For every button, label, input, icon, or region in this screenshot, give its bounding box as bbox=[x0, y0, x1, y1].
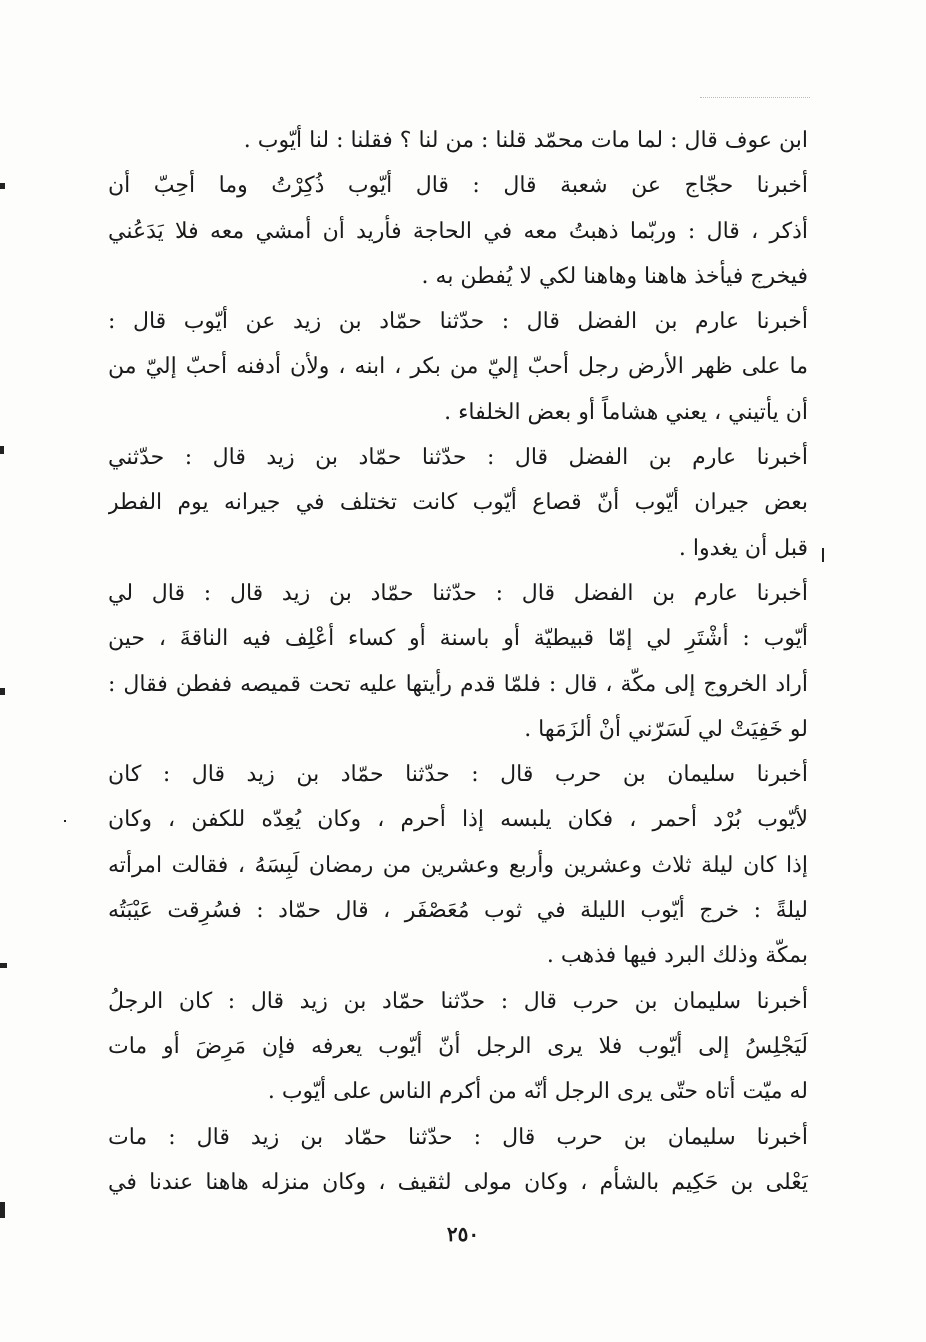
text-line: أن يأتيني ، يعني هشاماً أو بعض الخلفاء . bbox=[444, 399, 808, 425]
margin-mark bbox=[0, 1202, 5, 1218]
text-line: أخبرنا عارم بن الفضل قال : حدّثنا حمّاد بن زيد عن أيّوب قال : bbox=[108, 309, 808, 335]
text-line: أيّوب : أشْتَرِ لي إمّا قبيطيّة أو باسنة أو كساء أعْلِف فيه الناقةَ ، حين bbox=[108, 626, 808, 652]
paragraph bbox=[108, 299, 808, 435]
header-rule bbox=[700, 97, 810, 98]
text-line: له ميّت أتاه حتّى يرى الرجل أنّه من أكرم الناس على أيّوب . bbox=[267, 1079, 808, 1105]
paragraph bbox=[108, 571, 808, 752]
text-line: إذا كان ليلة ثلاث وعشرين وأربع وعشرين من رمضان لَبِسَهُ ، فقالت امرأته bbox=[108, 852, 808, 878]
text-line: ليلةً : خرج أيّوب الليلة في ثوب مُعَصْفَر ، قال حمّاد : فسُرِقت عَيْبَتُه bbox=[108, 898, 808, 924]
text-line: أخبرنا حجّاج عن شعبة قال : قال أيّوب ذُكِرْتُ وما أحِبّ أن bbox=[108, 173, 808, 199]
text-line: لأيّوب بُرْد أحمر ، فكان يلبسه إذا أحرم ، وكان يُعِدّه للكفن ، وكان bbox=[108, 807, 808, 833]
text-line: أخبرنا سليمان بن حرب قال : حدّثنا حمّاد بن زيد قال : مات bbox=[108, 1124, 808, 1150]
text-line: أراد الخروج إلى مكّة ، قال : فلمّا قدم رأيتها عليه تحت قميصه ففطن فقال : bbox=[108, 671, 808, 697]
margin-mark bbox=[0, 183, 5, 189]
text-line: ما على ظهر الأرض رجل أحبّ إليّ من بكر ، ابنه ، ولأن أدفنه أحبّ إليّ من bbox=[108, 354, 808, 380]
margin-mark bbox=[0, 688, 5, 695]
margin-mark bbox=[0, 963, 7, 968]
text-line: أخبرنا سليمان بن حرب قال : حدّثنا حمّاد بن زيد قال : كان الرجلُ bbox=[108, 988, 808, 1014]
margin-mark bbox=[0, 446, 4, 454]
text-line: بمكّة وذلك البرد فيها فذهب . bbox=[546, 943, 808, 969]
paragraph bbox=[108, 1115, 808, 1206]
margin-mark bbox=[64, 820, 66, 822]
text-line: أخبرنا عارم بن الفضل قال : حدّثنا حمّاد بن زيد قال : حدّثني bbox=[108, 445, 808, 471]
text-line: لَيَجْلِسُ إلى أيّوب فلا يرى الرجل أنّ أيّوب يعرفه فإن مَرِضَ أو مات bbox=[108, 1033, 808, 1059]
page-number: ٢٥٠ bbox=[446, 1222, 480, 1246]
text-line: بعض جيران أيّوب أنّ قصاع أيّوب كانت تختلف في جيرانه يوم الفطر bbox=[108, 490, 808, 516]
paragraph bbox=[108, 163, 808, 299]
paragraph bbox=[108, 752, 808, 978]
paragraph bbox=[108, 979, 808, 1115]
text-line: فيخرج فيأخذ هاهنا وهاهنا لكي لا يُفطن به . bbox=[421, 263, 808, 289]
text-line: قبل أن يغدوا . bbox=[678, 535, 808, 561]
text-line: ابن عوف قال : لما مات محمّد قلنا : من لنا ؟ فقلنا : لنا أيّوب . bbox=[243, 128, 808, 153]
text-line: أخبرنا سليمان بن حرب قال : حدّثنا حمّاد بن زيد قال : كان bbox=[108, 762, 808, 788]
paragraph bbox=[108, 118, 808, 163]
text-line: لو خَفِيَتْ لي لَسَرّني أنْ ألزَمَها . bbox=[524, 716, 808, 742]
text-line: أخبرنا عارم بن الفضل قال : حدّثنا حمّاد بن زيد قال : قال لي bbox=[108, 580, 808, 606]
text-line: أذكر ، قال : وربّما ذهبتُ معه في الحاجة فأريد أن أمشي معه فلا يَدَعُني bbox=[108, 218, 808, 244]
text-line: يَعْلى بن حَكِيم بالشأم ، وكان مولى لثقيف ، وكان منزله هاهنا عندنا في bbox=[108, 1169, 808, 1195]
paragraph bbox=[108, 435, 808, 571]
body-text bbox=[108, 118, 808, 1205]
margin-mark bbox=[822, 548, 824, 562]
